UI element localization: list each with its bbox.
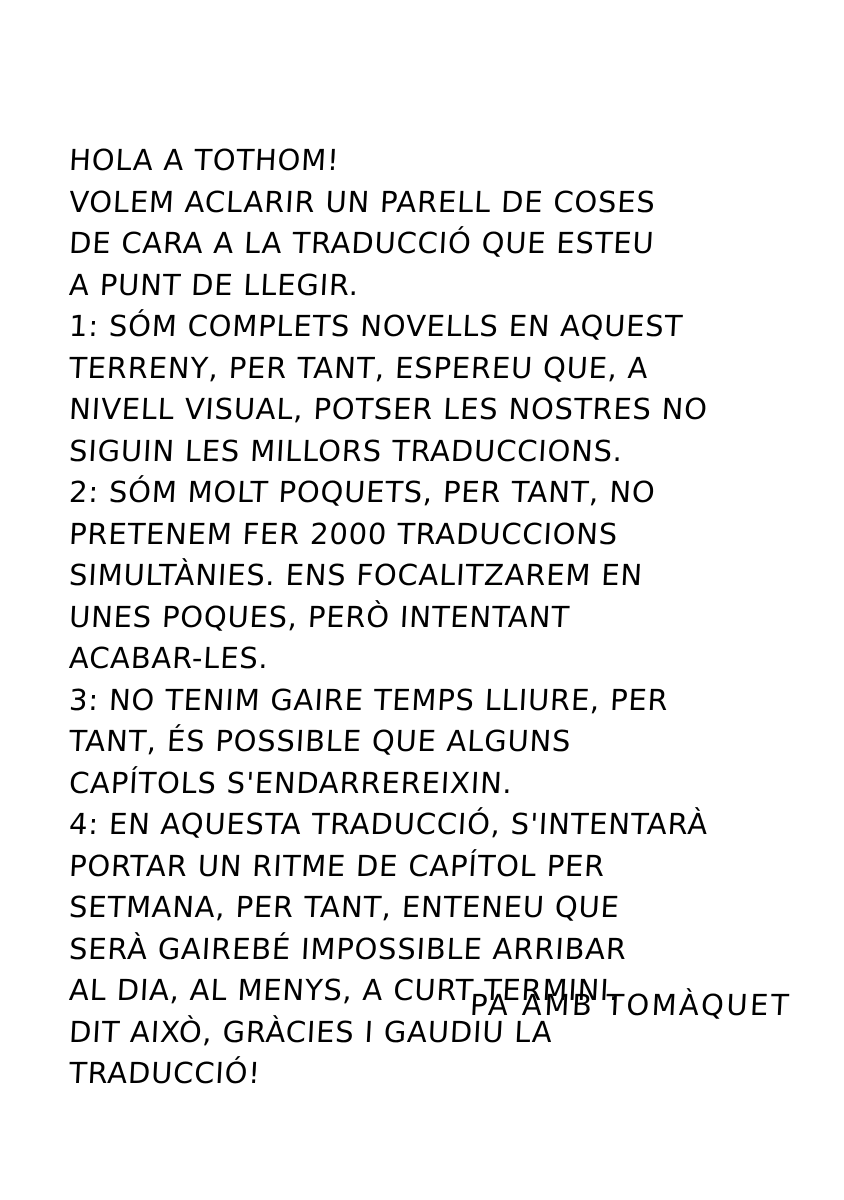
note-line: SETMANA, PER TANT, ENTENEU QUE bbox=[68, 890, 621, 924]
note-line: A PUNT DE LLEGIR. bbox=[68, 267, 360, 302]
signature-line: PA AMB TOMÀQUET bbox=[469, 988, 793, 1022]
note-line: VOLEM ACLARIR UN PARELL DE COSES bbox=[68, 184, 657, 219]
note-line: TANT, ÉS POSSIBLE QUE ALGUNS bbox=[68, 724, 573, 758]
note-line: TERRENY, PER TANT, ESPEREU QUE, A bbox=[68, 350, 650, 385]
note-line: UNES POQUES, PERÒ INTENTANT bbox=[68, 599, 571, 634]
note-line: PRETENEM FER 2000 TRADUCCIONS bbox=[68, 516, 619, 551]
note-line: HOLA A TOTHOM! bbox=[68, 143, 341, 177]
note-line: AL DIA, AL MENYS, A CURT TERMINI. bbox=[68, 973, 621, 1007]
note-line: NIVELL VISUAL, POTSER LES NOSTRES NO bbox=[68, 392, 709, 426]
note-line: 1: SÓM COMPLETS NOVELLS EN AQUEST bbox=[68, 309, 684, 343]
note-line: TRADUCCIÓ! bbox=[68, 1056, 262, 1090]
note-line: DE CARA A LA TRADUCCIÓ QUE ESTEU bbox=[68, 226, 656, 260]
note-line: SERÀ GAIREBÉ IMPOSSIBLE ARRIBAR bbox=[68, 931, 628, 966]
note-line: DIT AIXÒ, GRÀCIES I GAUDIU LA bbox=[68, 1014, 554, 1049]
note-text-block bbox=[68, 140, 808, 1095]
note-line: SIMULTÀNIES. ENS FOCALITZAREM EN bbox=[68, 558, 644, 592]
note-line: SIGUIN LES MILLORS TRADUCCIONS. bbox=[68, 433, 624, 468]
note-line: 3: NO TENIM GAIRE TEMPS LLIURE, PER bbox=[68, 682, 670, 717]
note-line: 4: EN AQUESTA TRADUCCIÓ, S'INTENTARÀ bbox=[68, 807, 710, 841]
note-line: PORTAR UN RITME DE CAPÍTOL PER bbox=[68, 848, 607, 883]
note-line: CAPÍTOLS S'ENDARREREIXIN. bbox=[68, 765, 514, 800]
note-line: ACABAR-LES. bbox=[68, 641, 270, 675]
note-line: 2: SÓM MOLT POQUETS, PER TANT, NO bbox=[68, 475, 657, 509]
